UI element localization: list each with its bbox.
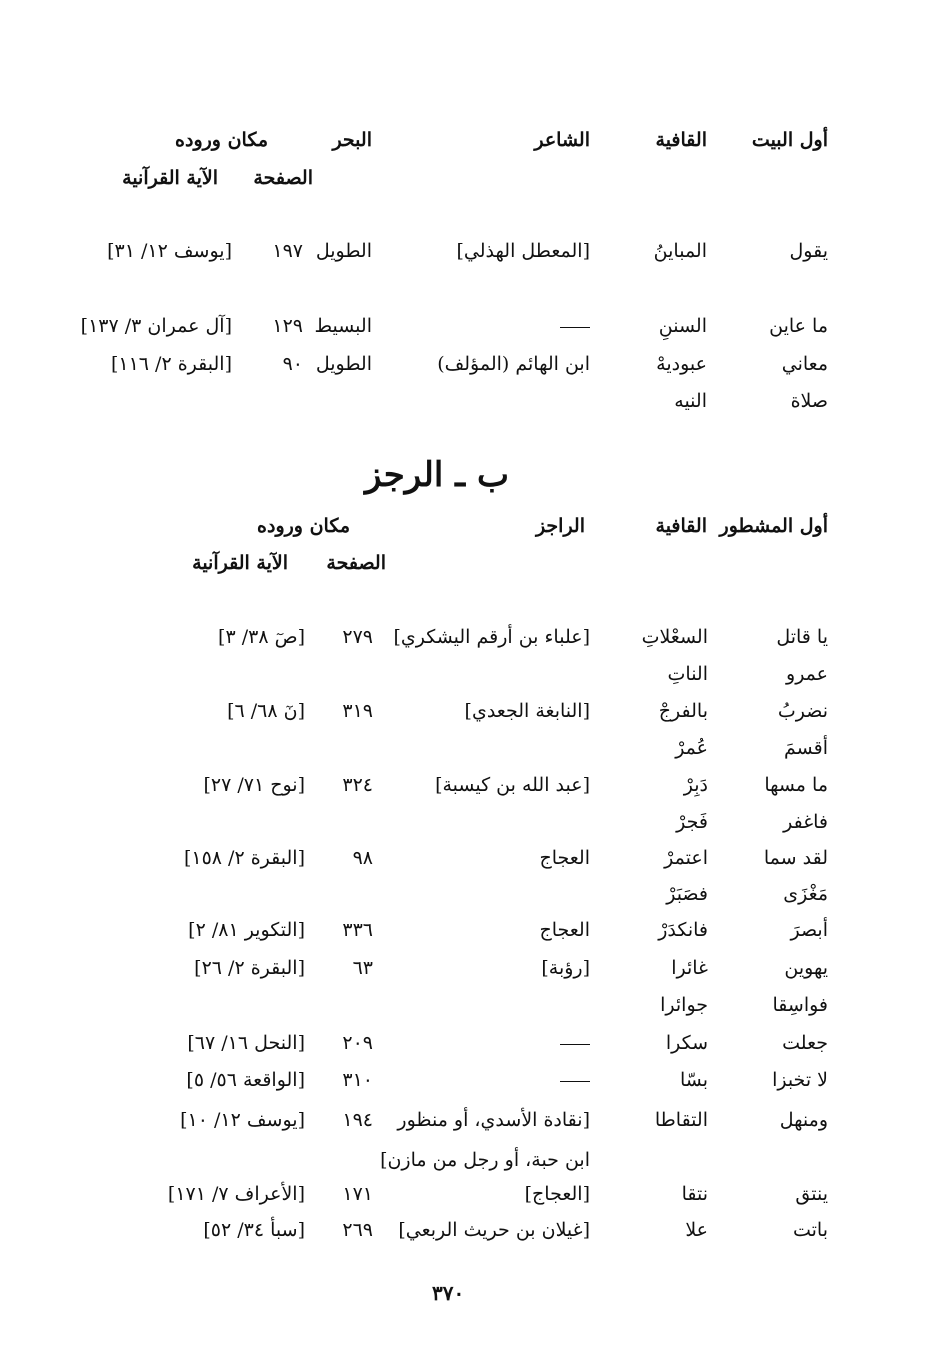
first-line-cell: يهوين <box>784 957 828 979</box>
poet-cell: [رؤبة] <box>541 957 590 979</box>
verse-cell: [البقرة ٢/ ١١٦] <box>110 353 232 375</box>
first-line-cell: فواسِقا <box>772 994 828 1016</box>
first-verse-cell: معاني <box>781 353 828 375</box>
rhyme-cell: غائرا <box>671 957 708 979</box>
rhyme-cell: النيه <box>674 390 707 412</box>
verse-cell: [النحل ١٦/ ٦٧] <box>187 1032 305 1054</box>
rhyme-cell: المباينُ <box>653 240 707 262</box>
header-poet: الراجز <box>535 515 585 537</box>
page-cell: ٣١٠ <box>342 1069 373 1091</box>
rhyme-cell: السننِ <box>658 315 707 337</box>
poet-cell: [نقادة الأسدي، أو منظور <box>397 1109 590 1131</box>
rhyme-cell: دَبِرْ <box>683 774 708 796</box>
header-first-verse: أول البيت <box>751 129 828 151</box>
first-line-cell: لقد سما <box>763 847 828 869</box>
poet-cell: [علباء بن أرقم اليشكري] <box>393 626 590 648</box>
rhyme-cell: عُمرْ <box>675 737 708 759</box>
meter-cell: الطويل <box>315 353 372 375</box>
poet-cell <box>560 1031 590 1055</box>
rhyme-cell: بالفرجْ <box>658 700 708 722</box>
page-cell: ٩٨ <box>352 847 373 869</box>
rhyme-cell: فانكدَرْ <box>658 919 708 941</box>
page-cell: ٢٦٩ <box>342 1219 373 1241</box>
verse-cell: [يوسف ١٢/ ١٠] <box>180 1109 305 1131</box>
page-cell: ١٩٧ <box>272 240 303 262</box>
verse-cell: [سبأ ٣٤/ ٥٢] <box>203 1219 305 1241</box>
poet-cell <box>560 314 590 338</box>
poet-cell: [النابغة الجعدي] <box>464 700 590 722</box>
poet-cell: [العجاج] <box>524 1183 590 1205</box>
poet-cell: ابن الهائم (المؤلف) <box>437 353 590 375</box>
page-cell: ٦٣ <box>352 957 373 979</box>
first-line-cell: أبصرَ <box>790 919 828 941</box>
poet-cell <box>560 1068 590 1092</box>
header-rhyme: القافية <box>655 515 707 537</box>
header-page: الصفحة <box>253 167 313 189</box>
rhyme-cell: سكرا <box>665 1032 708 1054</box>
poet-cell: العجاج <box>539 847 590 869</box>
page-number: ٣٧٠ <box>432 1281 465 1305</box>
verse-cell: [الواقعة ٥٦/ ٥] <box>186 1069 305 1091</box>
verse-cell: [نوح ٧١/ ٢٧] <box>203 774 305 796</box>
dash-placeholder <box>560 1081 590 1082</box>
page-cell: ٢٠٩ <box>342 1032 373 1054</box>
first-line-cell: جعلت <box>782 1032 828 1054</box>
header-location: مكان وروده <box>257 515 350 537</box>
verse-cell: [يوسف ١٢/ ٣١] <box>107 240 232 262</box>
verse-cell: [آل عمران ٣/ ١٣٧] <box>80 315 232 337</box>
first-line-cell: ومنهل <box>779 1109 828 1131</box>
header-verse: الآية القرآنية <box>122 167 218 189</box>
rhyme-cell: التقاطا <box>654 1109 708 1131</box>
header-page: الصفحة <box>326 552 386 574</box>
rhyme-cell: بسّا <box>679 1069 708 1091</box>
first-verse-cell: يقول <box>789 240 828 262</box>
first-line-cell: عمرو <box>786 663 828 685</box>
verse-cell: [الأعراف ٧/ ١٧١] <box>167 1183 305 1205</box>
verse-cell: [صٓ ٣٨/ ٣] <box>218 626 305 648</box>
rhyme-cell: جوائرا <box>660 994 708 1016</box>
dash-placeholder <box>560 327 590 328</box>
header-verse: الآية القرآنية <box>192 552 288 574</box>
first-line-cell: فاغفر <box>783 811 828 833</box>
rhyme-cell: علا <box>685 1219 708 1241</box>
page-cell: ١٩٤ <box>342 1109 373 1131</box>
header-location: مكان وروده <box>175 129 268 151</box>
rhyme-cell: السعْلاتِ <box>641 626 708 648</box>
dash-placeholder <box>560 1044 590 1045</box>
rhyme-cell: اعتمرْ <box>664 847 708 869</box>
first-verse-cell: ما عاين <box>769 315 828 337</box>
first-verse-cell: صلاة <box>790 390 828 412</box>
meter-cell: البسيط <box>314 315 372 337</box>
header-poet: الشاعر <box>534 129 590 151</box>
meter-cell: الطويل <box>315 240 372 262</box>
poet-cell: [المعطل الهذلي] <box>456 240 590 262</box>
first-line-cell: لا تخبزا <box>772 1069 828 1091</box>
first-line-cell: ما مسها <box>764 774 828 796</box>
first-line-cell: ينتق <box>795 1183 828 1205</box>
verse-cell: [البقرة ٢/ ٢٦] <box>194 957 305 979</box>
poet-cell: [عبد الله بن كيسبة] <box>435 774 590 796</box>
rhyme-cell: فصَبَرْ <box>666 883 708 905</box>
verse-cell: [التكوير ٨١/ ٢] <box>188 919 305 941</box>
page-cell: ١٧١ <box>342 1183 373 1205</box>
page-cell: ٣٣٦ <box>342 919 373 941</box>
header-first-line: أول المشطور <box>719 515 828 537</box>
header-rhyme: القافية <box>655 129 707 151</box>
rhyme-cell: الناتِ <box>667 663 708 685</box>
poet-cell: ابن حبة، أو رجل من مازن] <box>380 1149 590 1171</box>
page-cell: ٣١٩ <box>342 700 373 722</box>
rhyme-cell: عبوديهْ <box>656 353 707 375</box>
first-line-cell: نضربُ <box>777 700 828 722</box>
first-line-cell: باتت <box>792 1219 828 1241</box>
page-cell: ١٢٩ <box>272 315 303 337</box>
rhyme-cell: فَجرْ <box>676 811 708 833</box>
poet-cell: العجاج <box>539 919 590 941</box>
verse-cell: [البقرة ٢/ ١٥٨] <box>183 847 305 869</box>
poet-cell: [غيلان بن حريث الربعي] <box>398 1219 590 1241</box>
first-line-cell: مَغْزَى <box>783 883 828 905</box>
first-line-cell: يا قاتل <box>776 626 828 648</box>
rhyme-cell: نتقا <box>681 1183 708 1205</box>
verse-cell: [نٓ ٦٨/ ٦] <box>227 700 305 722</box>
header-meter: البحر <box>332 129 372 151</box>
page-cell: ٣٢٤ <box>342 774 373 796</box>
page-cell: ٢٧٩ <box>342 626 373 648</box>
page-cell: ٩٠ <box>282 353 303 375</box>
section-title: ب ـ الرجز <box>365 455 509 495</box>
first-line-cell: أقسمَ <box>784 737 828 759</box>
